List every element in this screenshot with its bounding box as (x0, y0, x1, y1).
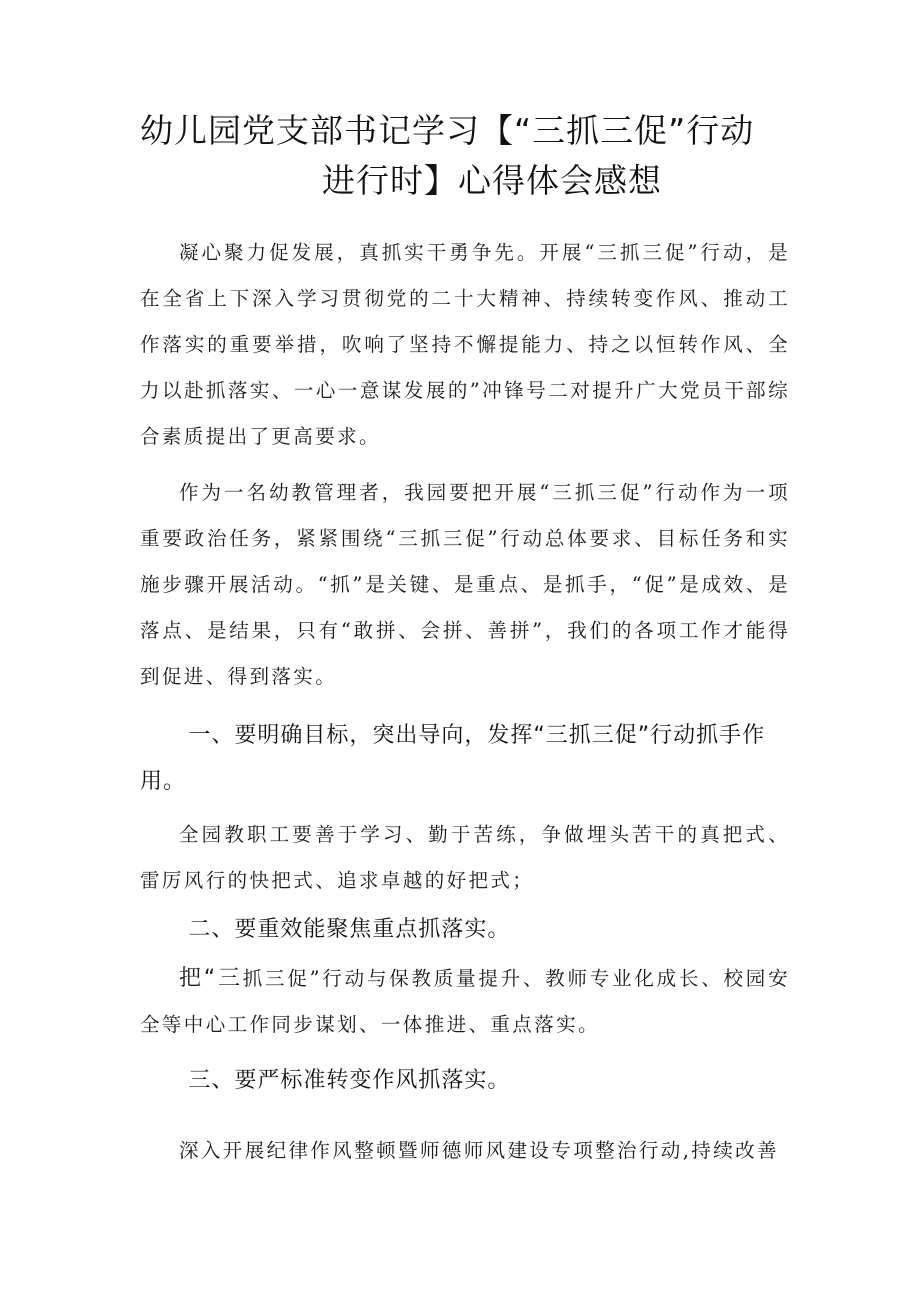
paragraph-4-lead: 把“三 (179, 966, 243, 991)
paragraph-5: 深入开展纪律作风整顿暨师德师风建设专项整治行动,持续改善 (179, 1139, 779, 1162)
section-heading-2: 二、要重效能聚焦重点抓落实。 (188, 917, 511, 942)
document-title (140, 106, 780, 206)
paragraph-2: 作为一名幼教管理者，我园要把开展“三抓三促”行动作为一项重要政治任务，紧紧围绕“三抓三促”行动总体要求、目标任务和实施步骤开展活动。“抓”是关键、是重点、是抓手，“促”是成效、是落点、是结果，只有“敢拼、会拼、善拼”，我们的各项工作才能得到促进、得到落实。 (140, 481, 790, 688)
title-line-1: 幼儿园党支部书记学习【“三抓三促”行动 (140, 111, 755, 150)
paragraph-4-rest: 抓三促”行动与保教质量提升、教师专业化成长、校园安全等中心工作同步谋划、一体推进、重点落实。 (140, 967, 790, 1036)
paragraph-1: 凝心聚力促发展，真抓实干勇争先。开展“三抓三促”行动，是在全省上下深入学习贯彻党的二十大精神、持续转变作风、推动工作落实的重要举措，吹响了坚持不懈提能力、持之以恒转作风、全力以赴抓落实、一心一意谋发展的”冲锋号二对提升广大党员干部综合素质提出了更高要求。 (140, 241, 790, 448)
paragraph-4 (140, 956, 790, 1048)
title-line-2: 进行时】心得体会感想 (322, 161, 662, 200)
section-heading-1: 一、要明确目标，突出导向，发挥“三抓三促”行动抓手作用。 (140, 723, 766, 794)
section-heading-3: 三、要严标准转变作风抓落实。 (188, 1068, 511, 1093)
paragraph-3: 全园教职工要善于学习、勤于苦练，争做埋头苦干的真把式、雷厉风行的快把式、追求卓越的好把式； (140, 823, 790, 892)
